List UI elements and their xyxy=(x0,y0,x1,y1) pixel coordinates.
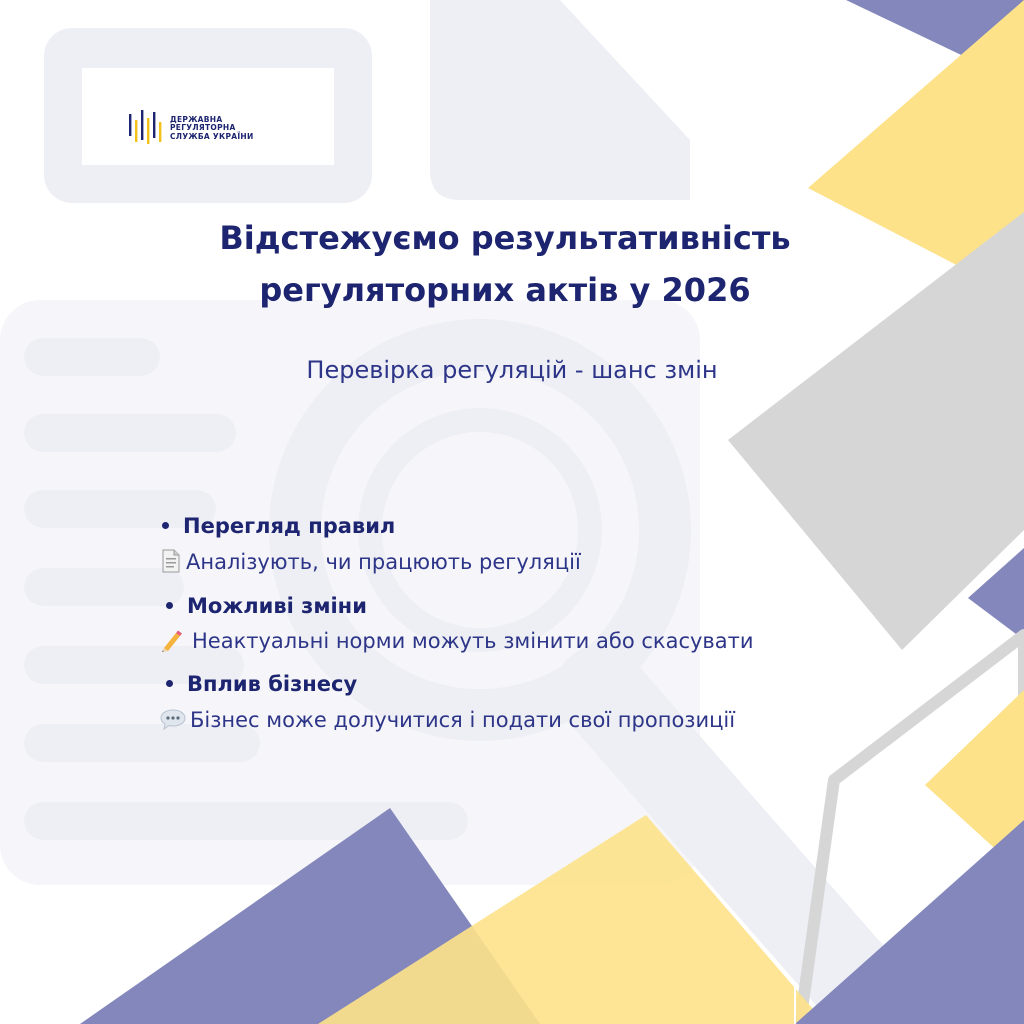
pencil-icon xyxy=(160,628,182,652)
title-line: Відстежуємо результативність xyxy=(219,219,791,257)
bullet-icon xyxy=(166,680,173,687)
logo-card xyxy=(82,68,334,165)
document-icon xyxy=(160,549,182,573)
item-heading-label: Можливі зміни xyxy=(187,594,367,618)
ghost-line xyxy=(24,414,236,452)
logo-icon xyxy=(128,110,162,150)
item-heading xyxy=(166,594,367,618)
speech-bubble-icon xyxy=(160,707,186,731)
item-text-row xyxy=(160,628,754,653)
item-heading xyxy=(162,514,395,538)
item-text: Неактуальні норми можуть змінити або скасувати xyxy=(192,629,754,653)
subtitle: Перевірка регуляцій - шанс змін xyxy=(306,356,718,384)
bullet-icon xyxy=(162,522,169,529)
logo-line: РЕГУЛЯТОРНА xyxy=(170,123,236,133)
logo-text xyxy=(170,116,254,141)
bullet-icon xyxy=(166,602,173,609)
ghost-file xyxy=(430,0,690,200)
item-text: Аналізують, чи працюють регуляції xyxy=(186,550,581,574)
title-line: регуляторних актів у 2026 xyxy=(259,271,751,309)
item-heading xyxy=(166,672,357,696)
logo-line: СЛУЖБА УКРАЇНИ xyxy=(170,131,254,141)
logo-line: ДЕРЖАВНА xyxy=(170,115,223,124)
item-text-row xyxy=(160,549,581,574)
item-text-row xyxy=(160,707,735,732)
item-heading-label: Перегляд правил xyxy=(183,514,396,538)
ghost-line xyxy=(24,338,160,376)
page-title xyxy=(120,212,890,316)
item-heading-label: Вплив бізнесу xyxy=(187,672,358,696)
item-text: Бізнес може долучитися і подати свої пропозиції xyxy=(190,708,736,732)
